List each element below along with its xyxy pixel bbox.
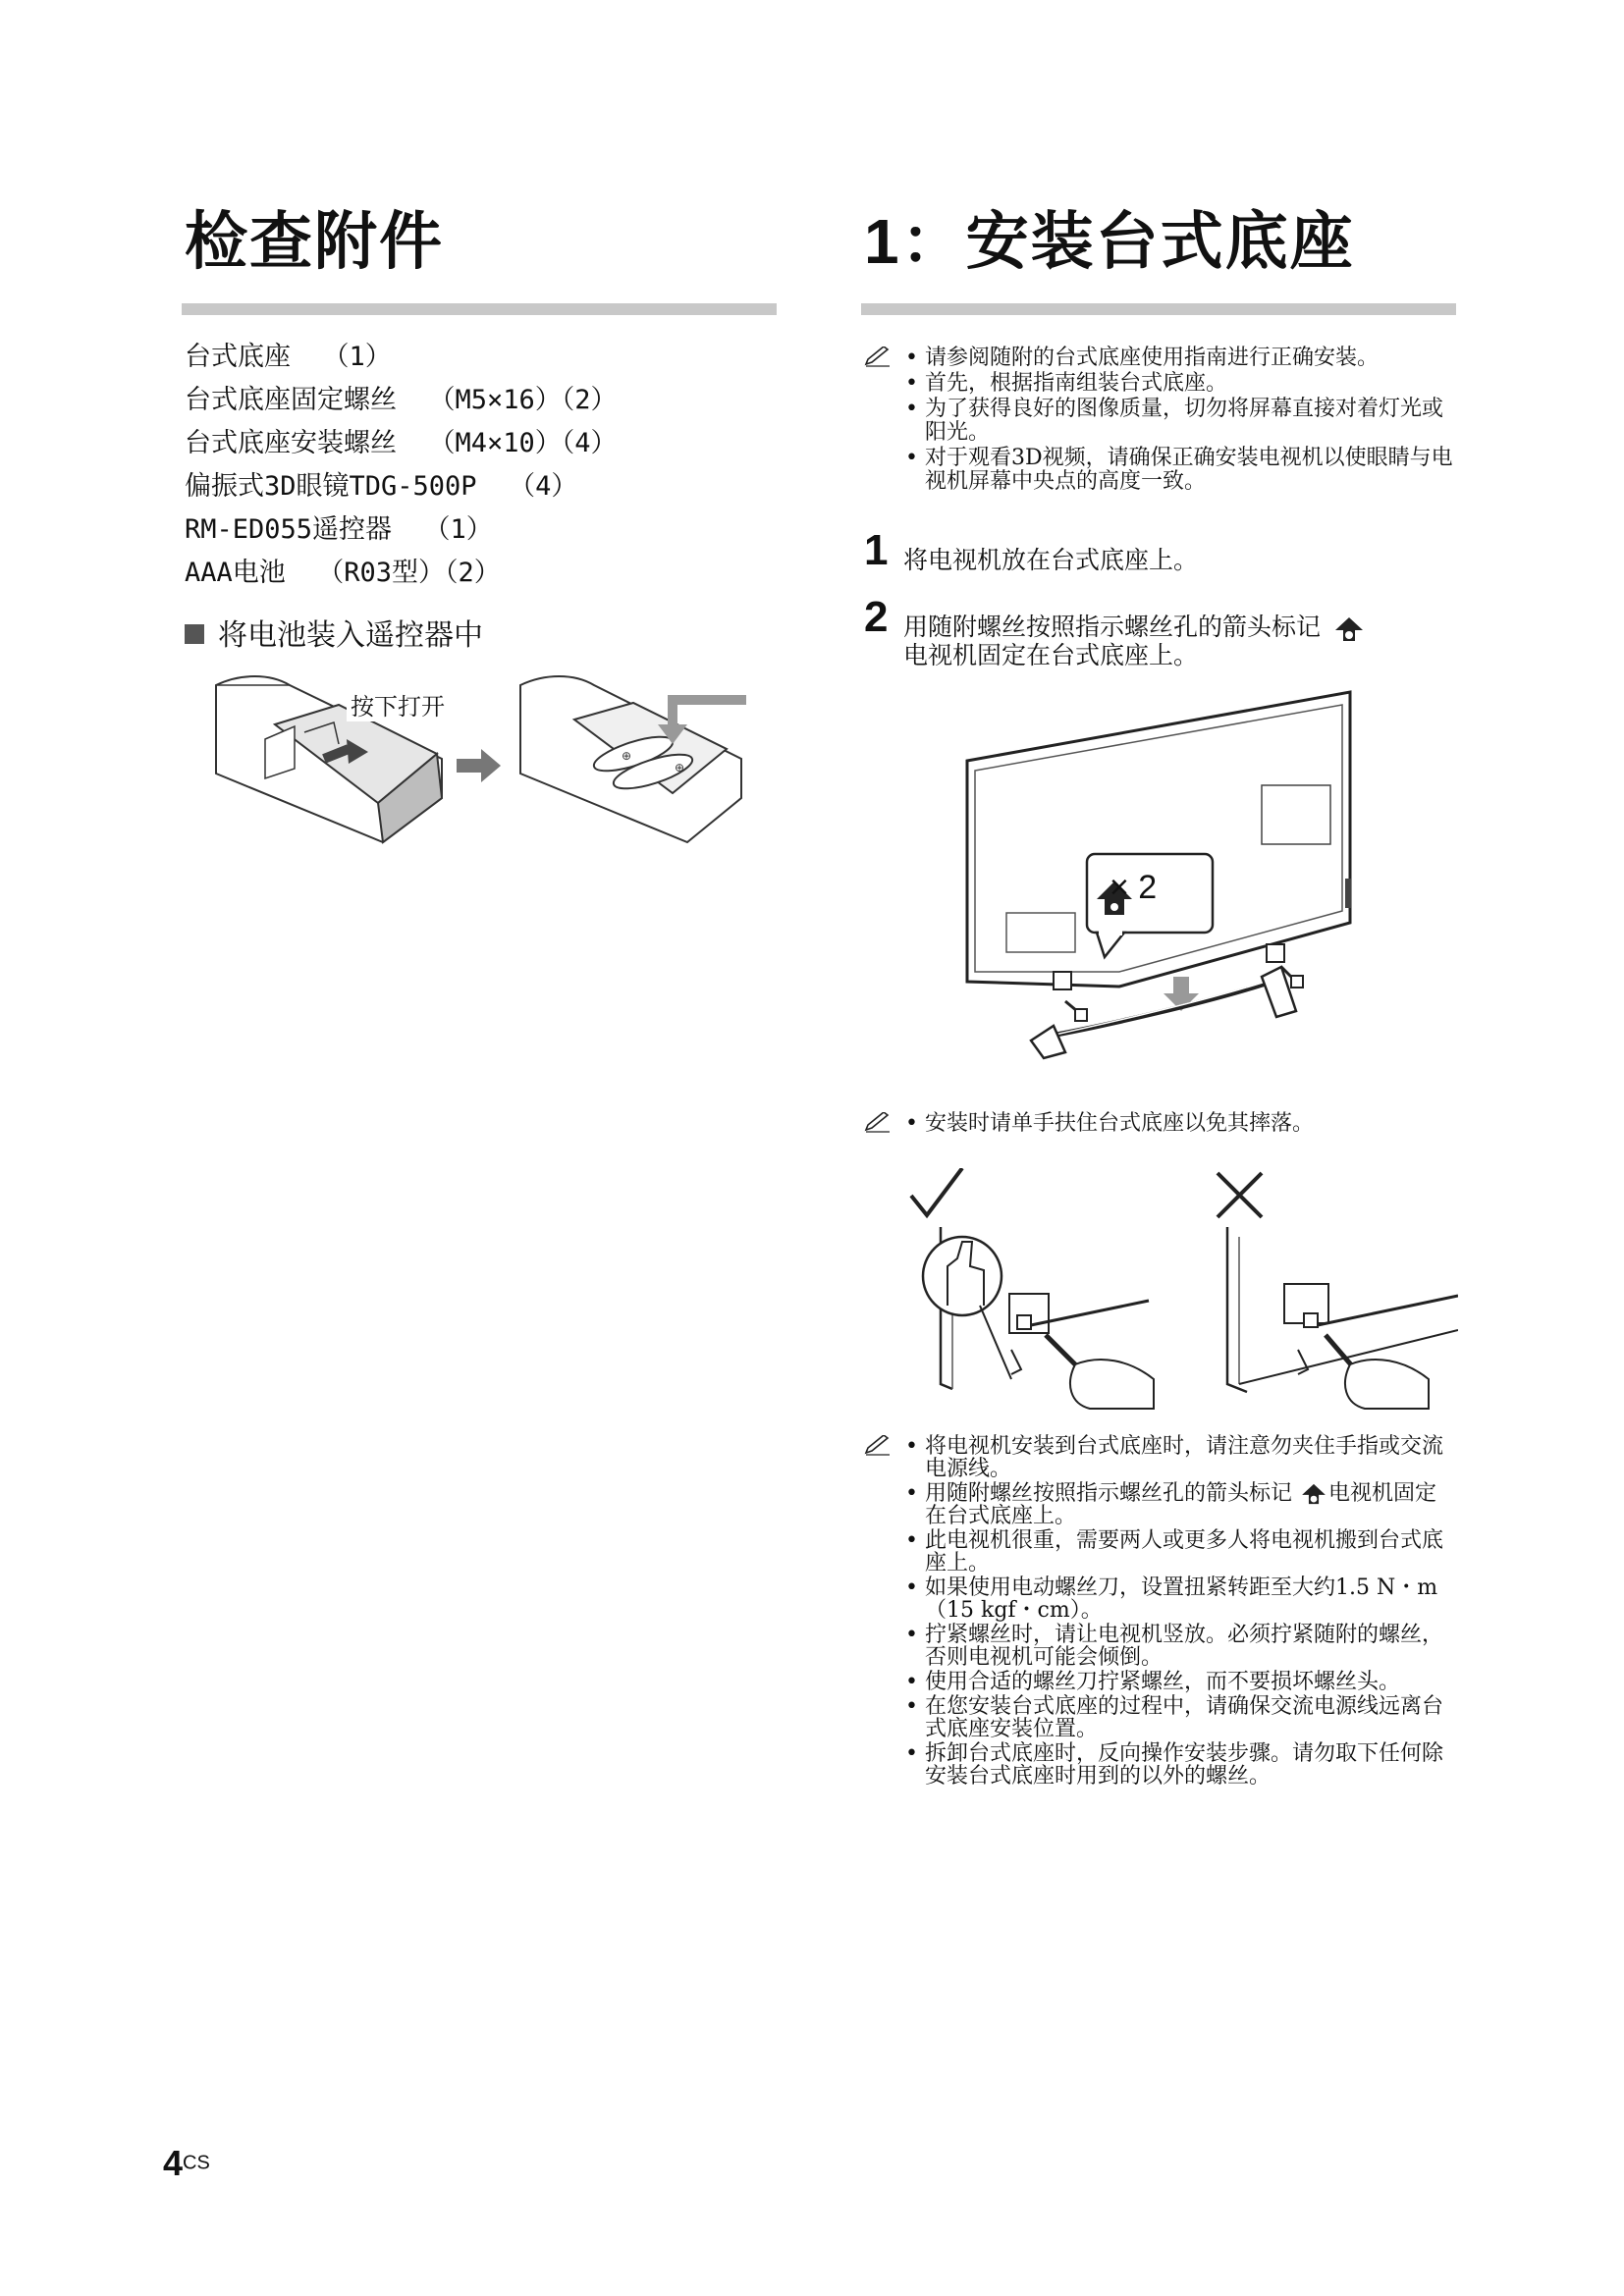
note-item: • 使用合适的螺丝刀拧紧螺丝，而不要损坏螺丝头。 (905, 1671, 1453, 1693)
right-title-rule (861, 303, 1456, 315)
accessory-item: AAA电池 （R03型）（2） (185, 558, 501, 588)
final-notes (864, 1435, 1453, 1789)
screw-count-label: × 2 (1110, 869, 1158, 906)
note-item: • 如果使用电动螺丝刀，设置扭紧转距至大约1.5 N・m （15 kgf・cm）。 (905, 1576, 1453, 1622)
note-item: • 请参阅随附的台式底座使用指南进行正确安装。 (905, 347, 1453, 370)
screw-hole-arrow-icon (1301, 1483, 1326, 1505)
step-number: 2 (864, 593, 889, 641)
note-item: • 对于观看3D视频，请确保正确安装电视机以使眼睛与电视机屏幕中央点的高度一致。 (905, 447, 1453, 494)
battery-heading (185, 611, 483, 654)
note-item-text: 用随附螺丝按照指示螺丝孔的箭头标记 (925, 1481, 1293, 1506)
hold-note (864, 1112, 1453, 1138)
square-bullet-icon (185, 624, 204, 644)
wrong-x-icon (1218, 1173, 1262, 1217)
page-number-suffix: CS (183, 2152, 210, 2174)
note-item: • 拆卸台式底座时，反向操作安装步骤。请勿取下任何除安装台式底座时用到的以外的螺丝。 (905, 1742, 1453, 1788)
accessory-list (185, 336, 774, 595)
step-text-continued: 电视机固定在台式底座上。 (903, 640, 1199, 669)
left-section-title: 检查附件 (185, 206, 444, 279)
right-section-title: 1：安装台式底座 (864, 206, 1355, 277)
intro-notes (864, 347, 1453, 496)
note-item: • 将电视机安装到台式底座时，请注意勿夹住手指或交流电源线。 (905, 1435, 1453, 1480)
accessory-item: 台式底座 （1） (185, 342, 392, 372)
step-1 (864, 526, 1492, 574)
left-title-rule (182, 303, 777, 315)
note-item: • 安装时请单手扶住台式底座以免其摔落。 (905, 1112, 1453, 1136)
note-item: • 此电视机很重，需要两人或更多人将电视机搬到台式底座上。 (905, 1529, 1453, 1575)
note-pencil-icon (864, 1112, 892, 1134)
note-pencil-icon (864, 347, 892, 368)
note-item: • 拧紧螺丝时，请让电视机竖放。必须拧紧随附的螺丝，否则电视机可能会倾倒。 (905, 1624, 1453, 1669)
battery-install-illustration (211, 666, 746, 852)
note-item (905, 1482, 1453, 1527)
step-number: 1 (864, 526, 889, 574)
step-text: 用随附螺丝按照指示螺丝孔的箭头标记 (903, 613, 1322, 641)
accessory-item: 台式底座安装螺丝 （M4×10）（4） (185, 428, 618, 458)
hold-comparison-illustration (893, 1168, 1458, 1414)
svg-text:⊕: ⊕ (622, 749, 632, 763)
note-item-text-tail: 电视机固定在台式底座上。 (925, 1481, 1437, 1528)
step-text: 将电视机放在台式底座上。 (903, 546, 1199, 574)
page-number-value: 4 (163, 2143, 184, 2183)
page-number (163, 2143, 210, 2184)
note-item: • 为了获得良好的图像质量，切勿将屏幕直接对着灯光或阳光。 (905, 398, 1453, 445)
correct-check-icon (911, 1168, 962, 1215)
note-item: • 首先，根据指南组装台式底座。 (905, 372, 1453, 396)
accessory-item: RM-ED055遥控器 （1） (185, 514, 493, 545)
press-open-label: 按下打开 (347, 687, 449, 721)
note-item: • 在您安装台式底座的过程中，请确保交流电源线远离台式底座安装位置。 (905, 1695, 1453, 1740)
note-pencil-icon (864, 1435, 892, 1457)
svg-text:⊕: ⊕ (675, 761, 685, 774)
step-2 (864, 593, 1492, 669)
accessory-item: 偏振式3D眼镜TDG-500P （4） (185, 471, 578, 502)
screw-hole-arrow-icon (1334, 616, 1364, 642)
tv-stand-illustration (957, 687, 1370, 1070)
battery-heading-text: 将电池装入遥控器中 (218, 618, 483, 653)
accessory-item: 台式底座固定螺丝 （M5×16）（2） (185, 385, 618, 415)
